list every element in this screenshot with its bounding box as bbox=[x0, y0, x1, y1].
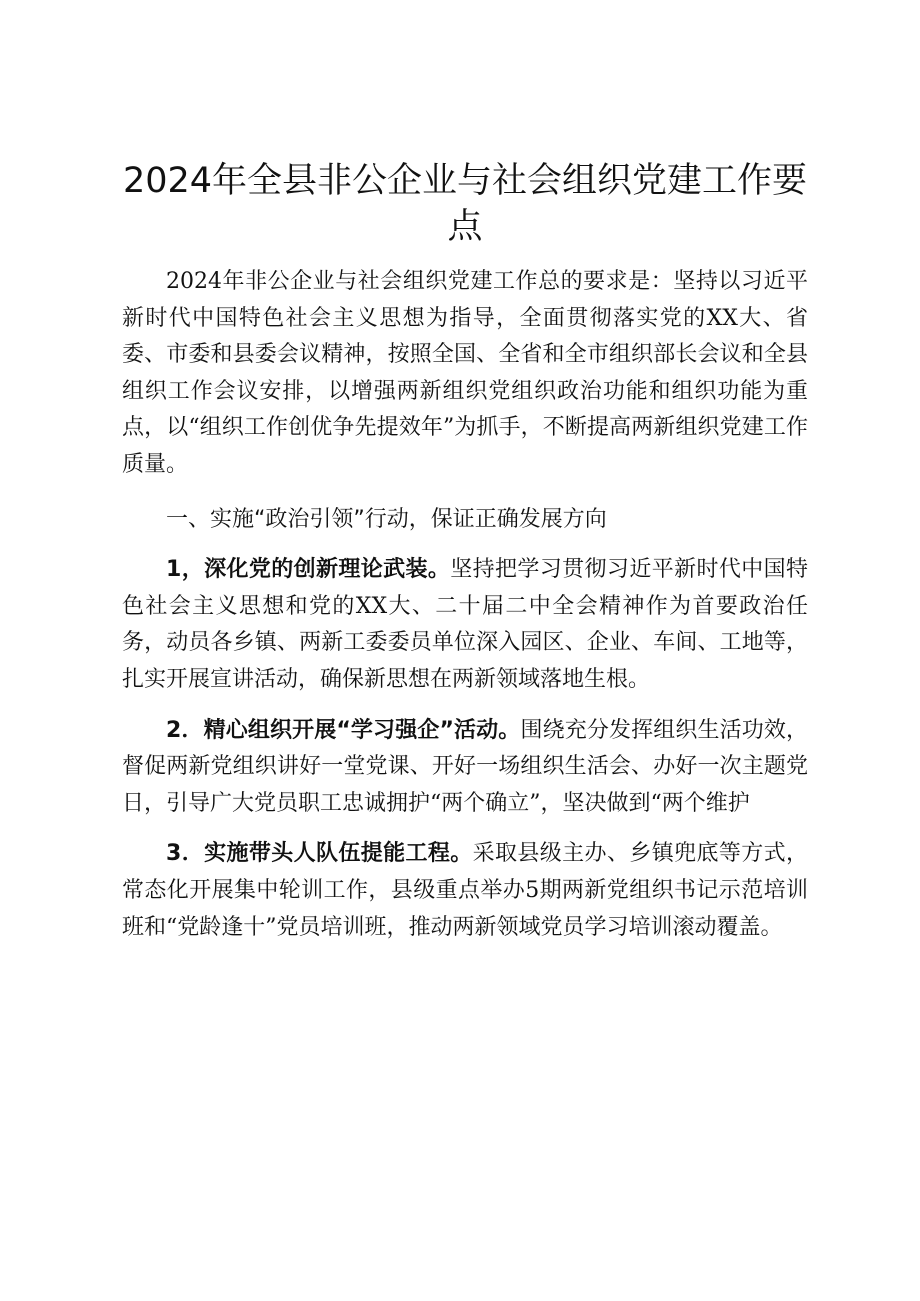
list-item bbox=[122, 713, 808, 823]
item-text: 坚持把学习贯彻习近平新时代中国特色社会主义思想和党的XX大、二十届二中全会精神作为首要政治任务，动员各乡镇、两新工委委员单位深入园区、企业、车间、工地等，扎实开展宣讲活动，确保新思想在两新领域落地生根。 bbox=[122, 557, 808, 692]
section-heading-1: 一、实施“政治引领”行动，保证正确发展方向 bbox=[166, 506, 607, 532]
document-title: 2024年全县非公企业与社会组织党建工作要点 bbox=[122, 161, 808, 247]
item-lead: 2．精心组织开展“学习强企”活动。 bbox=[166, 717, 521, 743]
list-item bbox=[122, 552, 808, 698]
item-text: 采取县级主办、乡镇兜底等方式，常态化开展集中轮训工作，县级重点举办5期两新党组织书记示范培训班和“党龄逢十”党员培训班，推动两新领域党员学习培训滚动覆盖。 bbox=[122, 841, 808, 940]
intro-paragraph: 2024年非公企业与社会组织党建工作总的要求是：坚持以习近平新时代中国特色社会主义思想为指导，全面贯彻落实党的XX大、省委、市委和县委会议精神，按照全国、全省和全市组织部长会议和全县组织工作会议安排，以增强两新组织党组织政治功能和组织功能为重点，以“组织工作创优争先提效年”为抓手，不断提高两新组织党建工作质量。 bbox=[122, 269, 808, 477]
item-text: 围绕充分发挥组织生活功效，督促两新党组织讲好一堂党课、开好一场组织生活会、办好一次主题党日，引导广大党员职工忠诚拥护“两个确立”，坚决做到“两个维护 bbox=[122, 717, 808, 816]
list-item bbox=[122, 836, 808, 946]
item-lead: 3．实施带头人队伍提能工程。 bbox=[166, 841, 473, 867]
item-lead: 1，深化党的创新理论武装。 bbox=[166, 557, 451, 583]
